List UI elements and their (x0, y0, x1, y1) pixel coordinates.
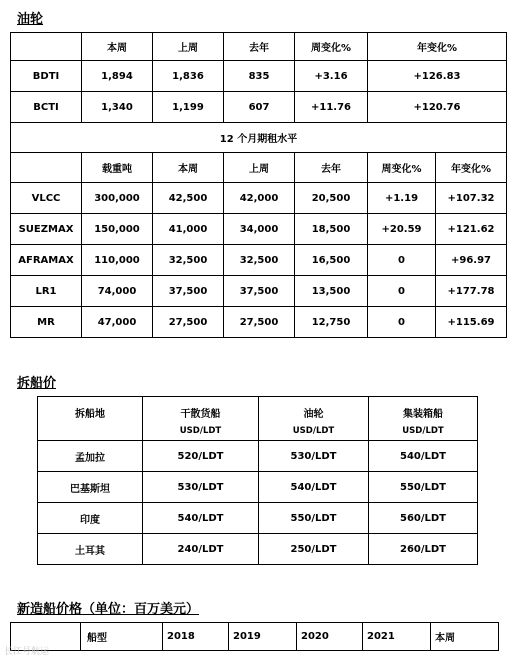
newbuild-header-2020: 2020 (297, 623, 363, 651)
rate-last-year: 16,500 (295, 245, 368, 276)
newbuild-heading: 新造船价格（单位：百万美元） (17, 602, 200, 617)
rate-yoy: +96.97 (436, 245, 507, 276)
price-tanker: 530/LDT (259, 441, 369, 472)
demolition-table (37, 396, 478, 565)
rate-last-year: 12,750 (295, 307, 368, 338)
demolition-place: 印度 (38, 503, 143, 534)
charter-header-last-year: 去年 (295, 153, 368, 183)
rate-last-week: 37,500 (224, 276, 295, 307)
table-row (38, 441, 478, 472)
table-row (38, 472, 478, 503)
charter-header-wow: 周变化% (368, 153, 436, 183)
table-row (11, 183, 507, 214)
rate-this-week: 41,000 (153, 214, 224, 245)
table-row (38, 534, 478, 565)
vessel-type: AFRAMAX (11, 245, 82, 276)
tanker-unit: USD/LDT (292, 426, 335, 436)
price-container: 260/LDT (369, 534, 478, 565)
rate-wow: 0 (368, 276, 436, 307)
watermark: 长江号航运 (4, 647, 50, 657)
charter-header-dwt: 载重吨 (82, 153, 153, 183)
tanker-label: 油轮 (303, 409, 324, 420)
charter-header-yoy: 年变化% (436, 153, 507, 183)
price-tanker: 550/LDT (259, 503, 369, 534)
table-row (11, 214, 507, 245)
charter-header-this-week: 本周 (153, 153, 224, 183)
rate-yoy: +107.32 (436, 183, 507, 214)
newbuild-header-this-week: 本周 (431, 623, 499, 651)
index-last-week: 1,199 (153, 92, 224, 123)
rate-wow: 0 (368, 245, 436, 276)
dwt-value: 47,000 (82, 307, 153, 338)
rate-wow: 0 (368, 307, 436, 338)
table-row (11, 276, 507, 307)
demolition-header-dry-bulk (143, 397, 259, 441)
tanker-index-table (10, 32, 507, 153)
vessel-type: LR1 (11, 276, 82, 307)
demolition-heading: 拆船价 (17, 376, 57, 391)
price-tanker: 250/LDT (259, 534, 369, 565)
demolition-header-container (369, 397, 478, 441)
index-this-week: 1,340 (82, 92, 153, 123)
index-last-week: 1,836 (153, 61, 224, 92)
rate-last-week: 27,500 (224, 307, 295, 338)
price-dry-bulk: 520/LDT (143, 441, 259, 472)
demolition-header-place: 拆船地 (38, 397, 143, 441)
price-dry-bulk: 530/LDT (143, 472, 259, 503)
index-wow: +11.76 (295, 92, 368, 123)
charter-title: 12 个月期租水平 (11, 123, 507, 153)
index-last-year: 835 (224, 61, 295, 92)
dwt-value: 74,000 (82, 276, 153, 307)
rate-last-year: 13,500 (295, 276, 368, 307)
charter-header-last-week: 上周 (224, 153, 295, 183)
rate-last-week: 34,000 (224, 214, 295, 245)
index-header-last-week: 上周 (153, 33, 224, 61)
index-last-year: 607 (224, 92, 295, 123)
rate-last-week: 32,500 (224, 245, 295, 276)
price-tanker: 540/LDT (259, 472, 369, 503)
dry-bulk-unit: USD/LDT (179, 426, 222, 436)
rate-last-week: 42,000 (224, 183, 295, 214)
rate-this-week: 42,500 (153, 183, 224, 214)
index-yoy: +126.83 (368, 61, 507, 92)
dwt-value: 300,000 (82, 183, 153, 214)
vessel-type: VLCC (11, 183, 82, 214)
container-unit: USD/LDT (402, 426, 444, 436)
dwt-value: 110,000 (82, 245, 153, 276)
price-container: 560/LDT (369, 503, 478, 534)
charter-header-blank (11, 153, 82, 183)
rate-wow: +20.59 (368, 214, 436, 245)
vessel-type: SUEZMAX (11, 214, 82, 245)
rate-yoy: +177.78 (436, 276, 507, 307)
newbuild-header-2019: 2019 (229, 623, 297, 651)
price-container: 540/LDT (369, 441, 478, 472)
dry-bulk-label: 干散货船 (180, 409, 221, 420)
table-row (11, 307, 507, 338)
table-row (38, 503, 478, 534)
index-yoy: +120.76 (368, 92, 507, 123)
price-container: 550/LDT (369, 472, 478, 503)
tanker-heading: 油轮 (17, 12, 44, 27)
index-header-last-year: 去年 (224, 33, 295, 61)
rate-yoy: +121.62 (436, 214, 507, 245)
demolition-place: 土耳其 (38, 534, 143, 565)
newbuild-header-type: 船型 (81, 623, 163, 651)
index-name: BCTI (11, 92, 82, 123)
demolition-header-tanker (259, 397, 369, 441)
rate-this-week: 32,500 (153, 245, 224, 276)
table-row (11, 92, 507, 123)
dwt-value: 150,000 (82, 214, 153, 245)
rate-yoy: +115.69 (436, 307, 507, 338)
rate-this-week: 37,500 (153, 276, 224, 307)
price-dry-bulk: 240/LDT (143, 534, 259, 565)
rate-last-year: 18,500 (295, 214, 368, 245)
rate-last-year: 20,500 (295, 183, 368, 214)
newbuild-header-2021: 2021 (363, 623, 431, 651)
newbuild-table (10, 622, 499, 651)
demolition-place: 巴基斯坦 (38, 472, 143, 503)
index-header-blank (11, 33, 82, 61)
rate-wow: +1.19 (368, 183, 436, 214)
rate-this-week: 27,500 (153, 307, 224, 338)
table-row (11, 245, 507, 276)
table-row (11, 61, 507, 92)
container-label: 集装箱船 (403, 409, 443, 420)
index-header-yoy: 年变化% (368, 33, 507, 61)
index-header-wow: 周变化% (295, 33, 368, 61)
price-dry-bulk: 540/LDT (143, 503, 259, 534)
index-name: BDTI (11, 61, 82, 92)
newbuild-header-2018: 2018 (163, 623, 229, 651)
index-wow: +3.16 (295, 61, 368, 92)
tanker-charter-table (10, 152, 507, 338)
index-this-week: 1,894 (82, 61, 153, 92)
demolition-place: 孟加拉 (38, 441, 143, 472)
index-header-this-week: 本周 (82, 33, 153, 61)
vessel-type: MR (11, 307, 82, 338)
